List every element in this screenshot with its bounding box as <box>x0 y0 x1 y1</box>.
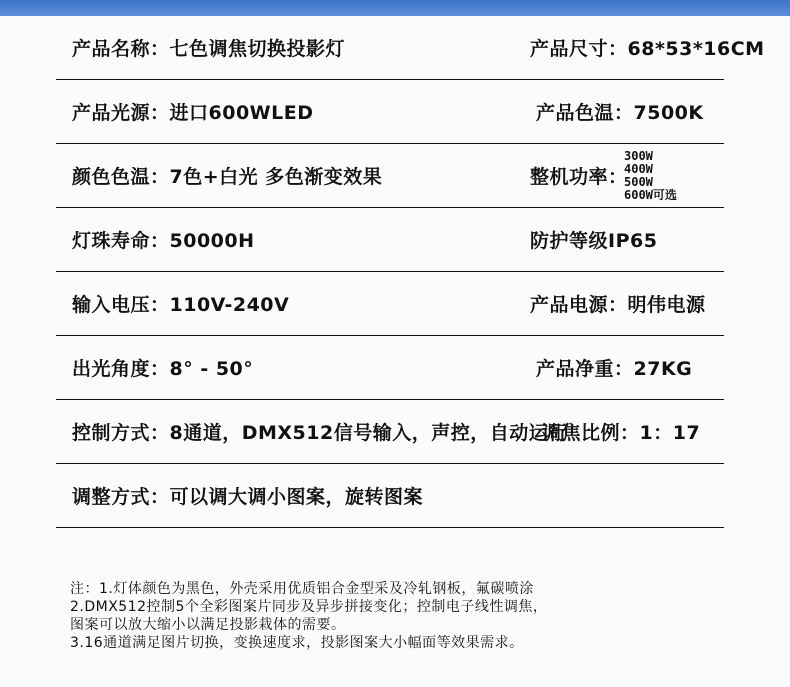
spec-beam-angle: 出光角度：8° - 50° <box>72 358 254 380</box>
power-option: 600W可选 <box>624 188 677 202</box>
spec-row <box>56 336 724 400</box>
spec-weight: 产品净重：27KG <box>536 358 693 380</box>
note-line: 图案可以放大缩小以满足投影栽体的需要。 <box>70 617 346 633</box>
header-banner <box>0 0 790 16</box>
power-option: 500W <box>624 175 653 189</box>
spec-row <box>56 400 724 464</box>
spec-voltage: 输入电压：110V-240V <box>72 294 290 316</box>
spec-adjustment: 调整方式：可以调大调小图案，旋转图案 <box>72 486 424 508</box>
spec-control: 控制方式：8通道，DMX512信号输入，声控，自动运行 <box>72 422 568 444</box>
spec-row <box>56 208 724 272</box>
spec-color: 颜色色温：7色+白光 多色渐变效果 <box>72 166 383 188</box>
notes <box>70 580 770 652</box>
spec-light-source: 产品光源：进口600WLED <box>72 102 314 124</box>
power-option: 300W <box>624 149 653 163</box>
note-line: 注：1.灯体颜色为黑色，外壳采用优质铝合金型采及冷轧钢板，氟碳喷涂 <box>70 581 534 597</box>
spec-row <box>56 144 724 208</box>
spec-zoom-ratio: 调焦比例：1：17 <box>542 422 701 444</box>
spec-color-temp: 产品色温：7500K <box>536 102 704 124</box>
note-line: 3.16通道满足图片切换，变换速度求，投影图案大小幅面等效果需求。 <box>70 635 524 651</box>
spec-protection: 防护等级IP65 <box>530 230 658 252</box>
spec-table <box>56 16 765 528</box>
spec-row <box>56 464 724 528</box>
spec-led-life: 灯珠寿命：50000H <box>72 230 255 252</box>
power-option: 400W <box>624 162 653 176</box>
spec-row <box>56 272 724 336</box>
power-options <box>624 150 677 202</box>
spec-power-label: 整机功率： <box>530 166 628 188</box>
spec-product-name: 产品名称：七色调焦切换投影灯 <box>72 38 346 60</box>
note-line: 2.DMX512控制5个全彩图案片同步及异步拼接变化；控制电子线性调焦， <box>70 599 548 615</box>
spec-power-supply: 产品电源：明伟电源 <box>530 294 706 316</box>
spec-row <box>56 80 724 144</box>
spec-product-size: 产品尺寸：68*53*16CM <box>530 38 765 60</box>
spec-row <box>56 16 765 80</box>
